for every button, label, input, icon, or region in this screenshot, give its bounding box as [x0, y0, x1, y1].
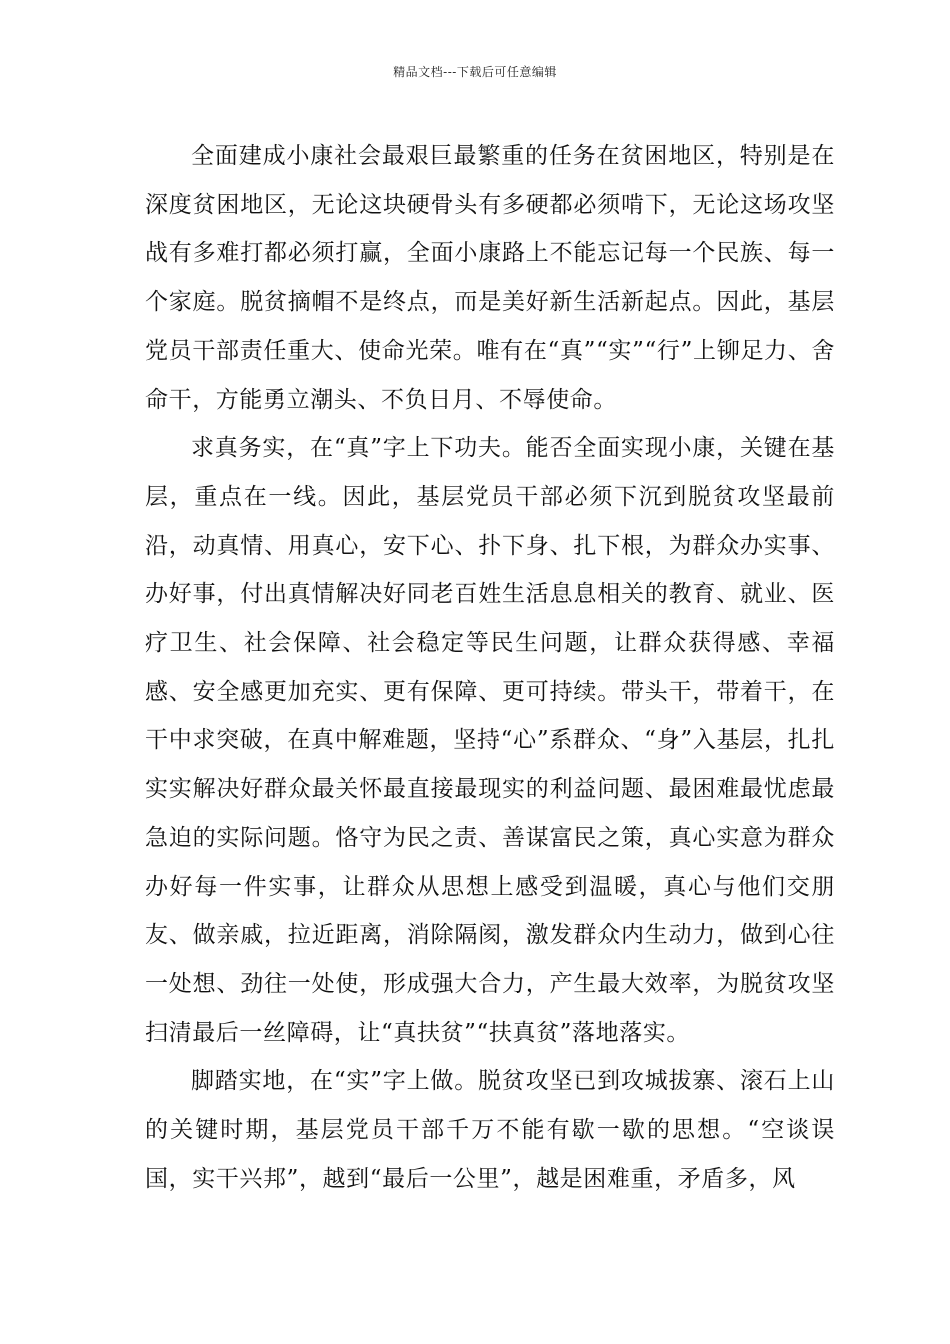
paragraph-intro: 全面建成小康社会最艰巨最繁重的任务在贫困地区，特别是在深度贫困地区，无论这块硬骨头有多硬都必须啃下，无论这场攻坚战有多难打都必须打赢，全面小康路上不能忘记每一个民族、每一个家庭。脱贫摘帽不是终点，而是美好新生活新起点。因此，基层党员干部责任重大、使命光荣。唯有在“真”“实”“行”上铆足力、舍命干，方能勇立潮头、不负日月、不辱使命。: [145, 143, 835, 413]
paragraph-zhen: 求真务实，在“真”字上下功夫。能否全面实现小康，关键在基层，重点在一线。因此，基层党员干部必须下沉到脱贫攻坚最前沿，动真情、用真心，安下心、扑下身、扎下根，为群众办实事、办好事，付出真情解决好同老百姓生活息息相关的教育、就业、医疗卫生、社会保障、社会稳定等民生问题，让群众获得感、幸福感、安全感更加充实、更有保障、更可持续。带头干，带着干，在干中求突破，在真中解难题，坚持“心”系群众、“身”入基层，扎扎实实解决好群众最关怀最直接最现实的利益问题、最困难最忧虑最急迫的实际问题。恪守为民之责、善谋富民之策，真心实意为群众办好每一件实事，让群众从思想上感受到温暖，真心与他们交朋友、做亲戚，拉近距离，消除隔阂，激发群众内生动力，做到心往一处想、劲往一处使，形成强大合力，产生最大效率，为脱贫攻坚扫清最后一丝障碍，让“真扶贫”“扶真贫”落地落实。: [145, 435, 835, 1046]
page-header: 精品文档---下载后可任意编辑: [393, 65, 557, 79]
paragraph-shi: 脚踏实地，在“实”字上做。脱贫攻坚已到攻城拔寨、滚石上山的关键时期，基层党员干部千万不能有歇一歇的思想。“空谈误国，实干兴邦”，越到“最后一公里”，越是困难重，矛盾多，风: [145, 1068, 835, 1192]
document-body: [145, 132, 835, 1203]
